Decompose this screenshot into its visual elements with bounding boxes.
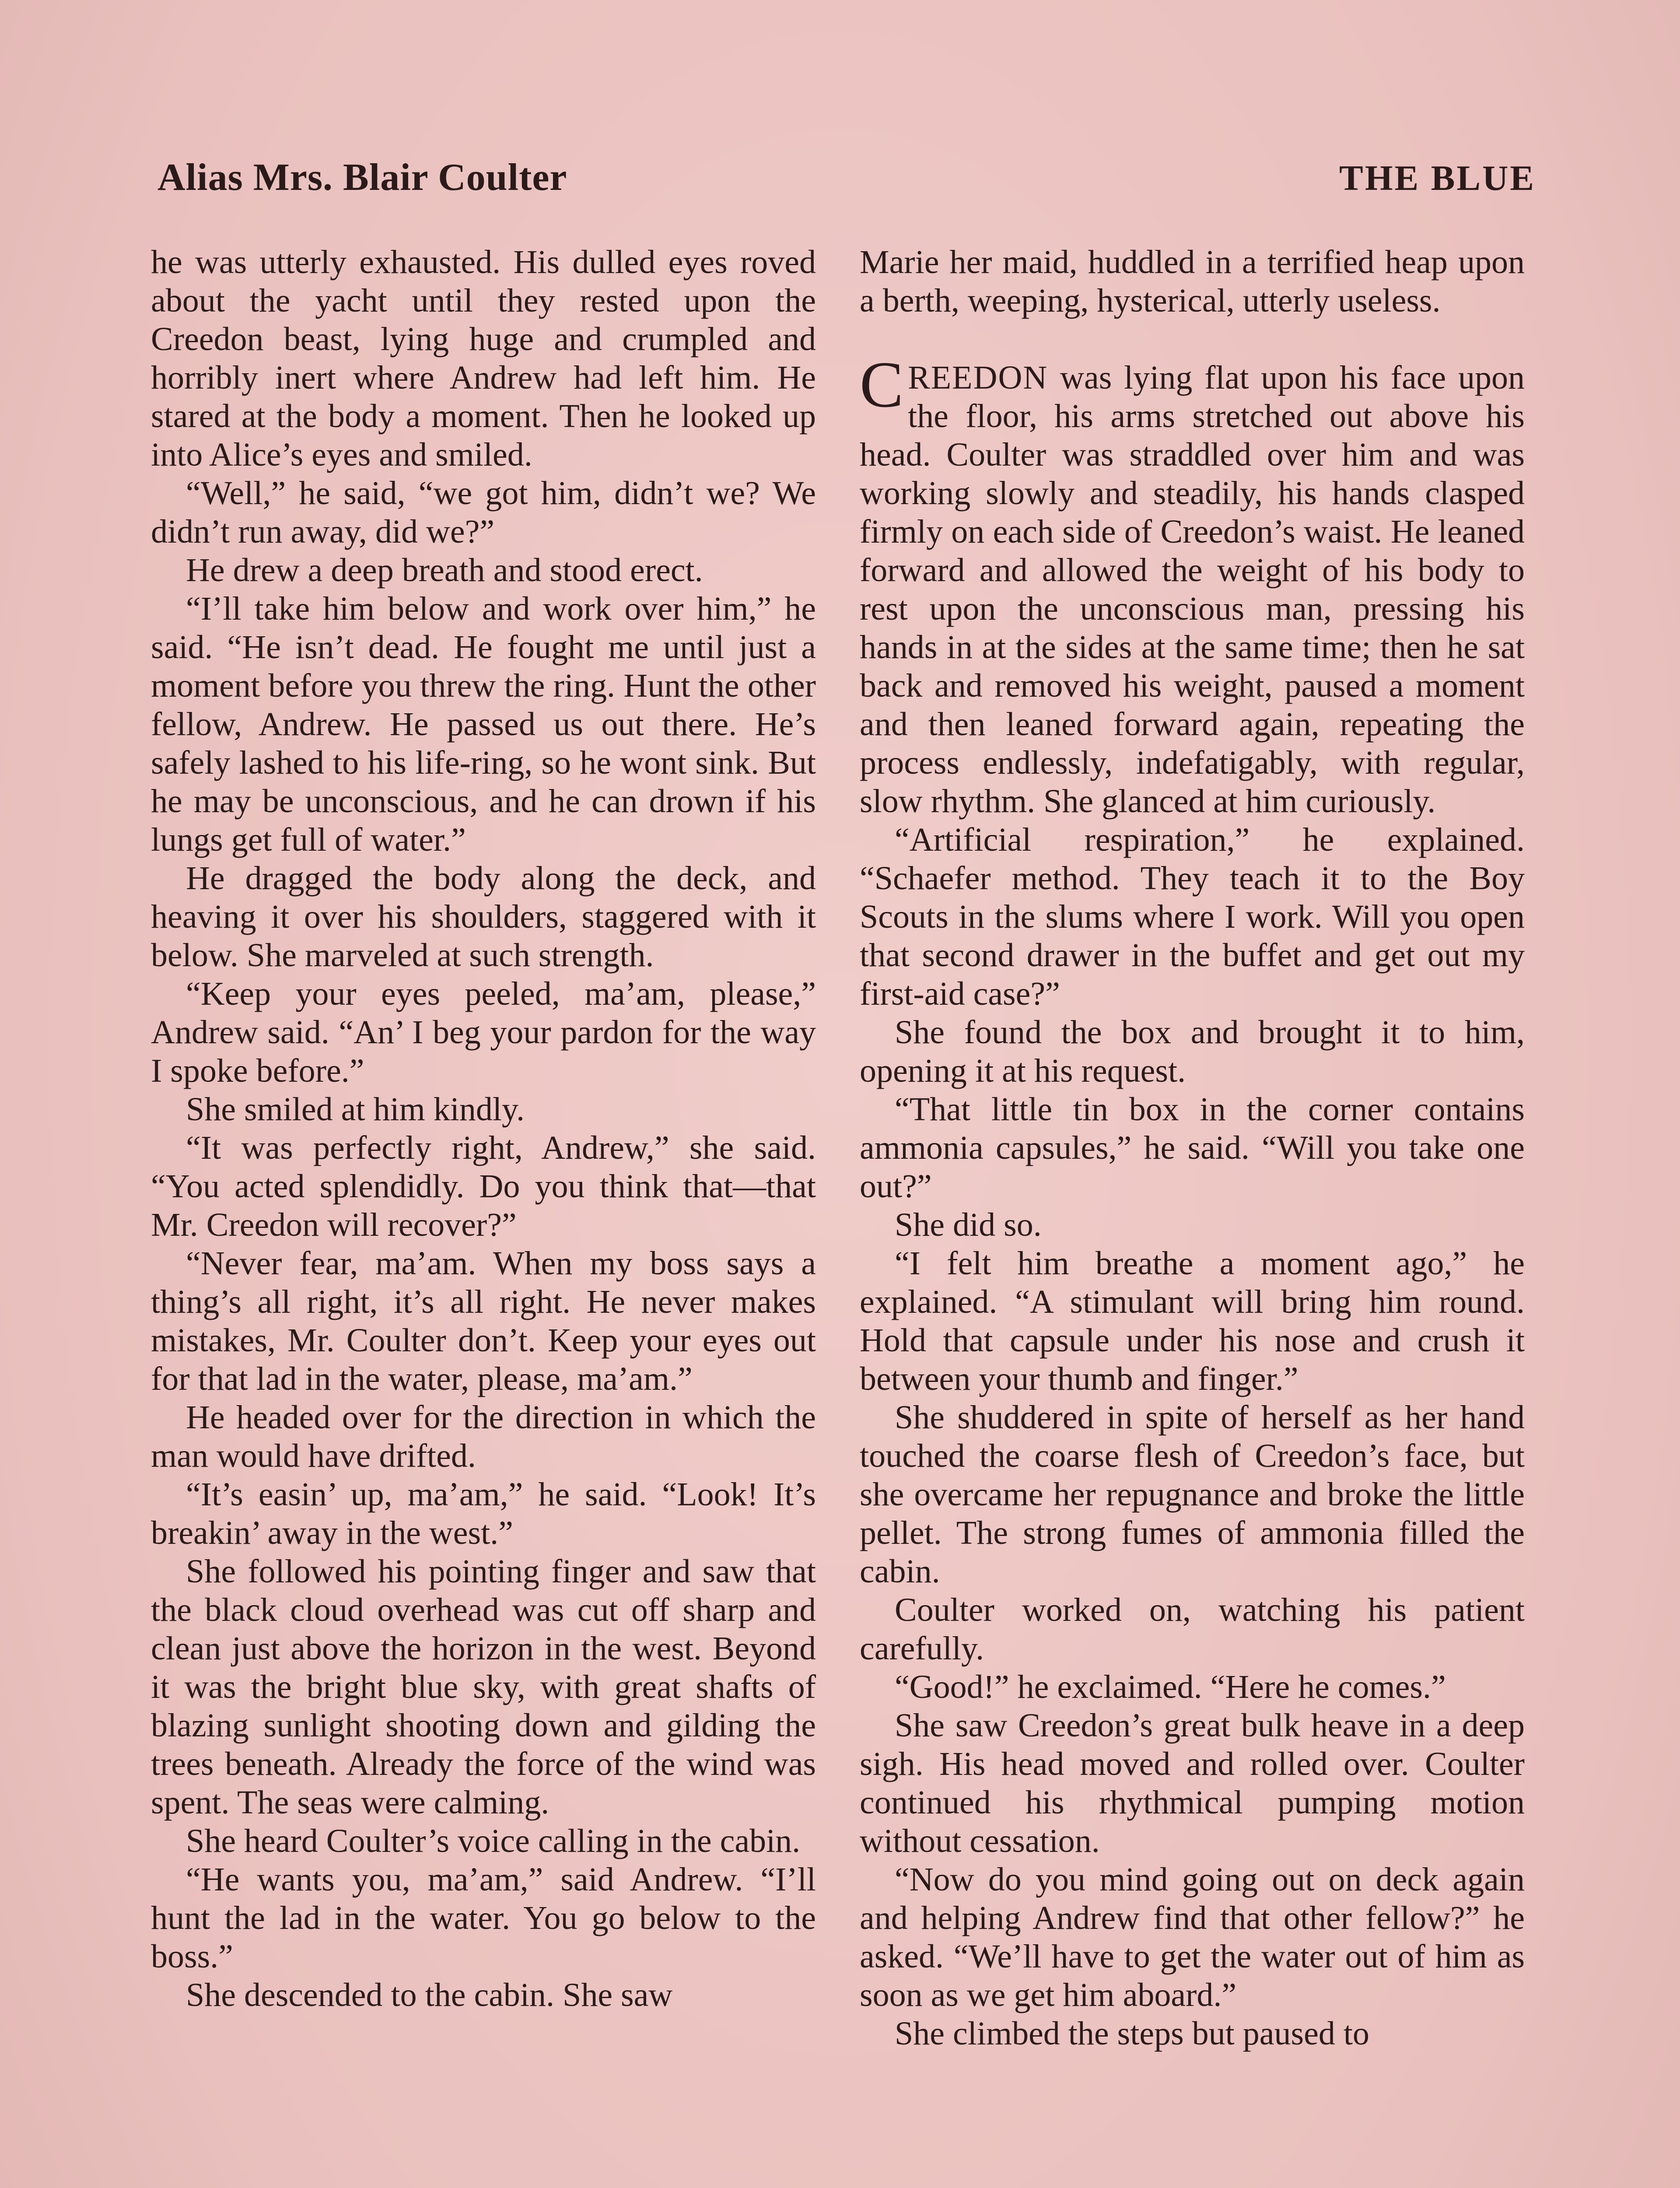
right-column [860, 243, 1525, 2053]
paragraph: She did so. [895, 1206, 1042, 1243]
paragraph: “I felt him breathe a moment ago,” he explained. “A stimulant will bring him round. Hold that capsule under his nose and crush it between your thumb and finger.” [860, 1245, 1525, 1397]
paragraph: She heard Coulter’s voice calling in the cabin. [186, 1823, 801, 1859]
paragraph: She climbed the steps but paused to [895, 2015, 1369, 2052]
paragraph: She found the box and brought it to him, opening it at his request. [860, 1014, 1525, 1089]
small-caps-lead: REEDON [908, 359, 1048, 396]
paragraph: “Good!” he exclaimed. “Here he comes.” [895, 1669, 1446, 1705]
paragraph: She shuddered in spite of herself as her hand touched the coarse flesh of Creedon’s face, but she overcame her repugnance and broke the little pellet. The strong fumes of ammonia filled the cabin. [860, 1399, 1525, 1590]
paragraph: “He wants you, ma’am,” said Andrew. “I’ll hunt the lad in the water. You go below to the boss.” [151, 1861, 816, 1975]
paragraph: “Never fear, ma’am. When my boss says a thing’s all right, it’s all right. He never makes mistakes, Mr. Coulter don’t. Keep your eyes out for that lad in the water, please, ma’am.” [151, 1245, 816, 1397]
drop-cap: C [860, 348, 904, 421]
paragraph: “Now do you mind going out on deck again and helping Andrew find that other fellow?” he asked. “We’ll have to get the water out of him as soon as we get him aboard.” [860, 1861, 1525, 2013]
paragraph: he was utterly exhausted. His dulled eyes roved about the yacht until they rested upon the Creedon beast, lying huge and crumpled and horribly inert where Andrew had left him. He stared at the body a moment. Then he looked up into Alice’s eyes and smiled. [151, 244, 816, 473]
header-story-title: Alias Mrs. Blair Coulter [158, 156, 567, 199]
paragraph: “Keep your eyes peeled, ma’am, please,” Andrew said. “An’ I beg your pardon for the way I spoke before.” [151, 975, 816, 1089]
paragraph: She smiled at him kindly. [186, 1091, 525, 1128]
paragraph: “That little tin box in the corner contains ammonia capsules,” he said. “Will you take one out?” [860, 1091, 1525, 1205]
paragraph: “Well,” he said, “we got him, didn’t we? We didn’t run away, did we?” [151, 475, 816, 550]
paragraph: “Artificial respiration,” he explained. “Schaefer method. They teach it to the Boy Scouts in the slums where I work. Will you open that second drawer in the buffet and get out my first-aid case?” [860, 821, 1525, 1012]
running-header [158, 155, 1536, 208]
paragraph: She saw Creedon’s great bulk heave in a deep sigh. His head moved and rolled over. Coulter continued his rhythmical pumping motion without cessation. [860, 1707, 1525, 1859]
paragraph: She followed his pointing finger and saw that the black cloud overhead was cut off sharp and clean just above the horizon in the west. Beyond it was the bright blue sky, with great shafts of blazing sunlight shooting down and gilding the trees beneath. Already the force of the wind was spent. The seas were calming. [151, 1553, 816, 1821]
section-opening-paragraph [860, 348, 1525, 820]
left-column [151, 243, 816, 2014]
paragraph: “It’s easin’ up, ma’am,” he said. “Look! It’s breakin’ away in the west.” [151, 1476, 816, 1551]
paragraph: He drew a deep breath and stood erect. [186, 552, 703, 589]
header-magazine-title: THE BLUE [1339, 158, 1536, 198]
paragraph: “It was perfectly right, Andrew,” she said. “You acted splendidly. Do you think that—that Mr. Creedon will recover?” [151, 1129, 816, 1243]
paragraph: Coulter worked on, watching his patient carefully. [860, 1592, 1525, 1667]
paragraph: He headed over for the direction in which the man would have drifted. [151, 1399, 816, 1474]
paragraph-text: was lying flat upon his face upon the floor, his arms stretched out above his head. Coulter was straddled over him and was working slowly and steadily, his hands clasped firmly on each side of Creedon’s waist. He leaned forward and allowed the weight of his body to rest upon the unconscious man, pressing his hands in at the sides at the same time; then he sat back and removed his weight, paused a moment and then leaned forward again, repeating the process endlessly, indefatigably, with regular, slow rhythm. She glanced at him curiously. [860, 359, 1525, 820]
paragraph: “I’ll take him below and work over him,” he said. “He isn’t dead. He fought me until just a moment before you threw the ring. Hunt the other fellow, Andrew. He passed us out there. He’s safely lashed to his life-ring, so he wont sink. But he may be unconscious, and he can drown if his lungs get full of water.” [151, 590, 816, 858]
paragraph: Marie her maid, huddled in a terrified heap upon a berth, weeping, hysterical, utterly useless. [860, 244, 1525, 319]
paragraph: He dragged the body along the deck, and heaving it over his shoulders, staggered with it below. She marveled at such strength. [151, 860, 816, 974]
paragraph: She descended to the cabin. She saw [186, 1977, 673, 2013]
